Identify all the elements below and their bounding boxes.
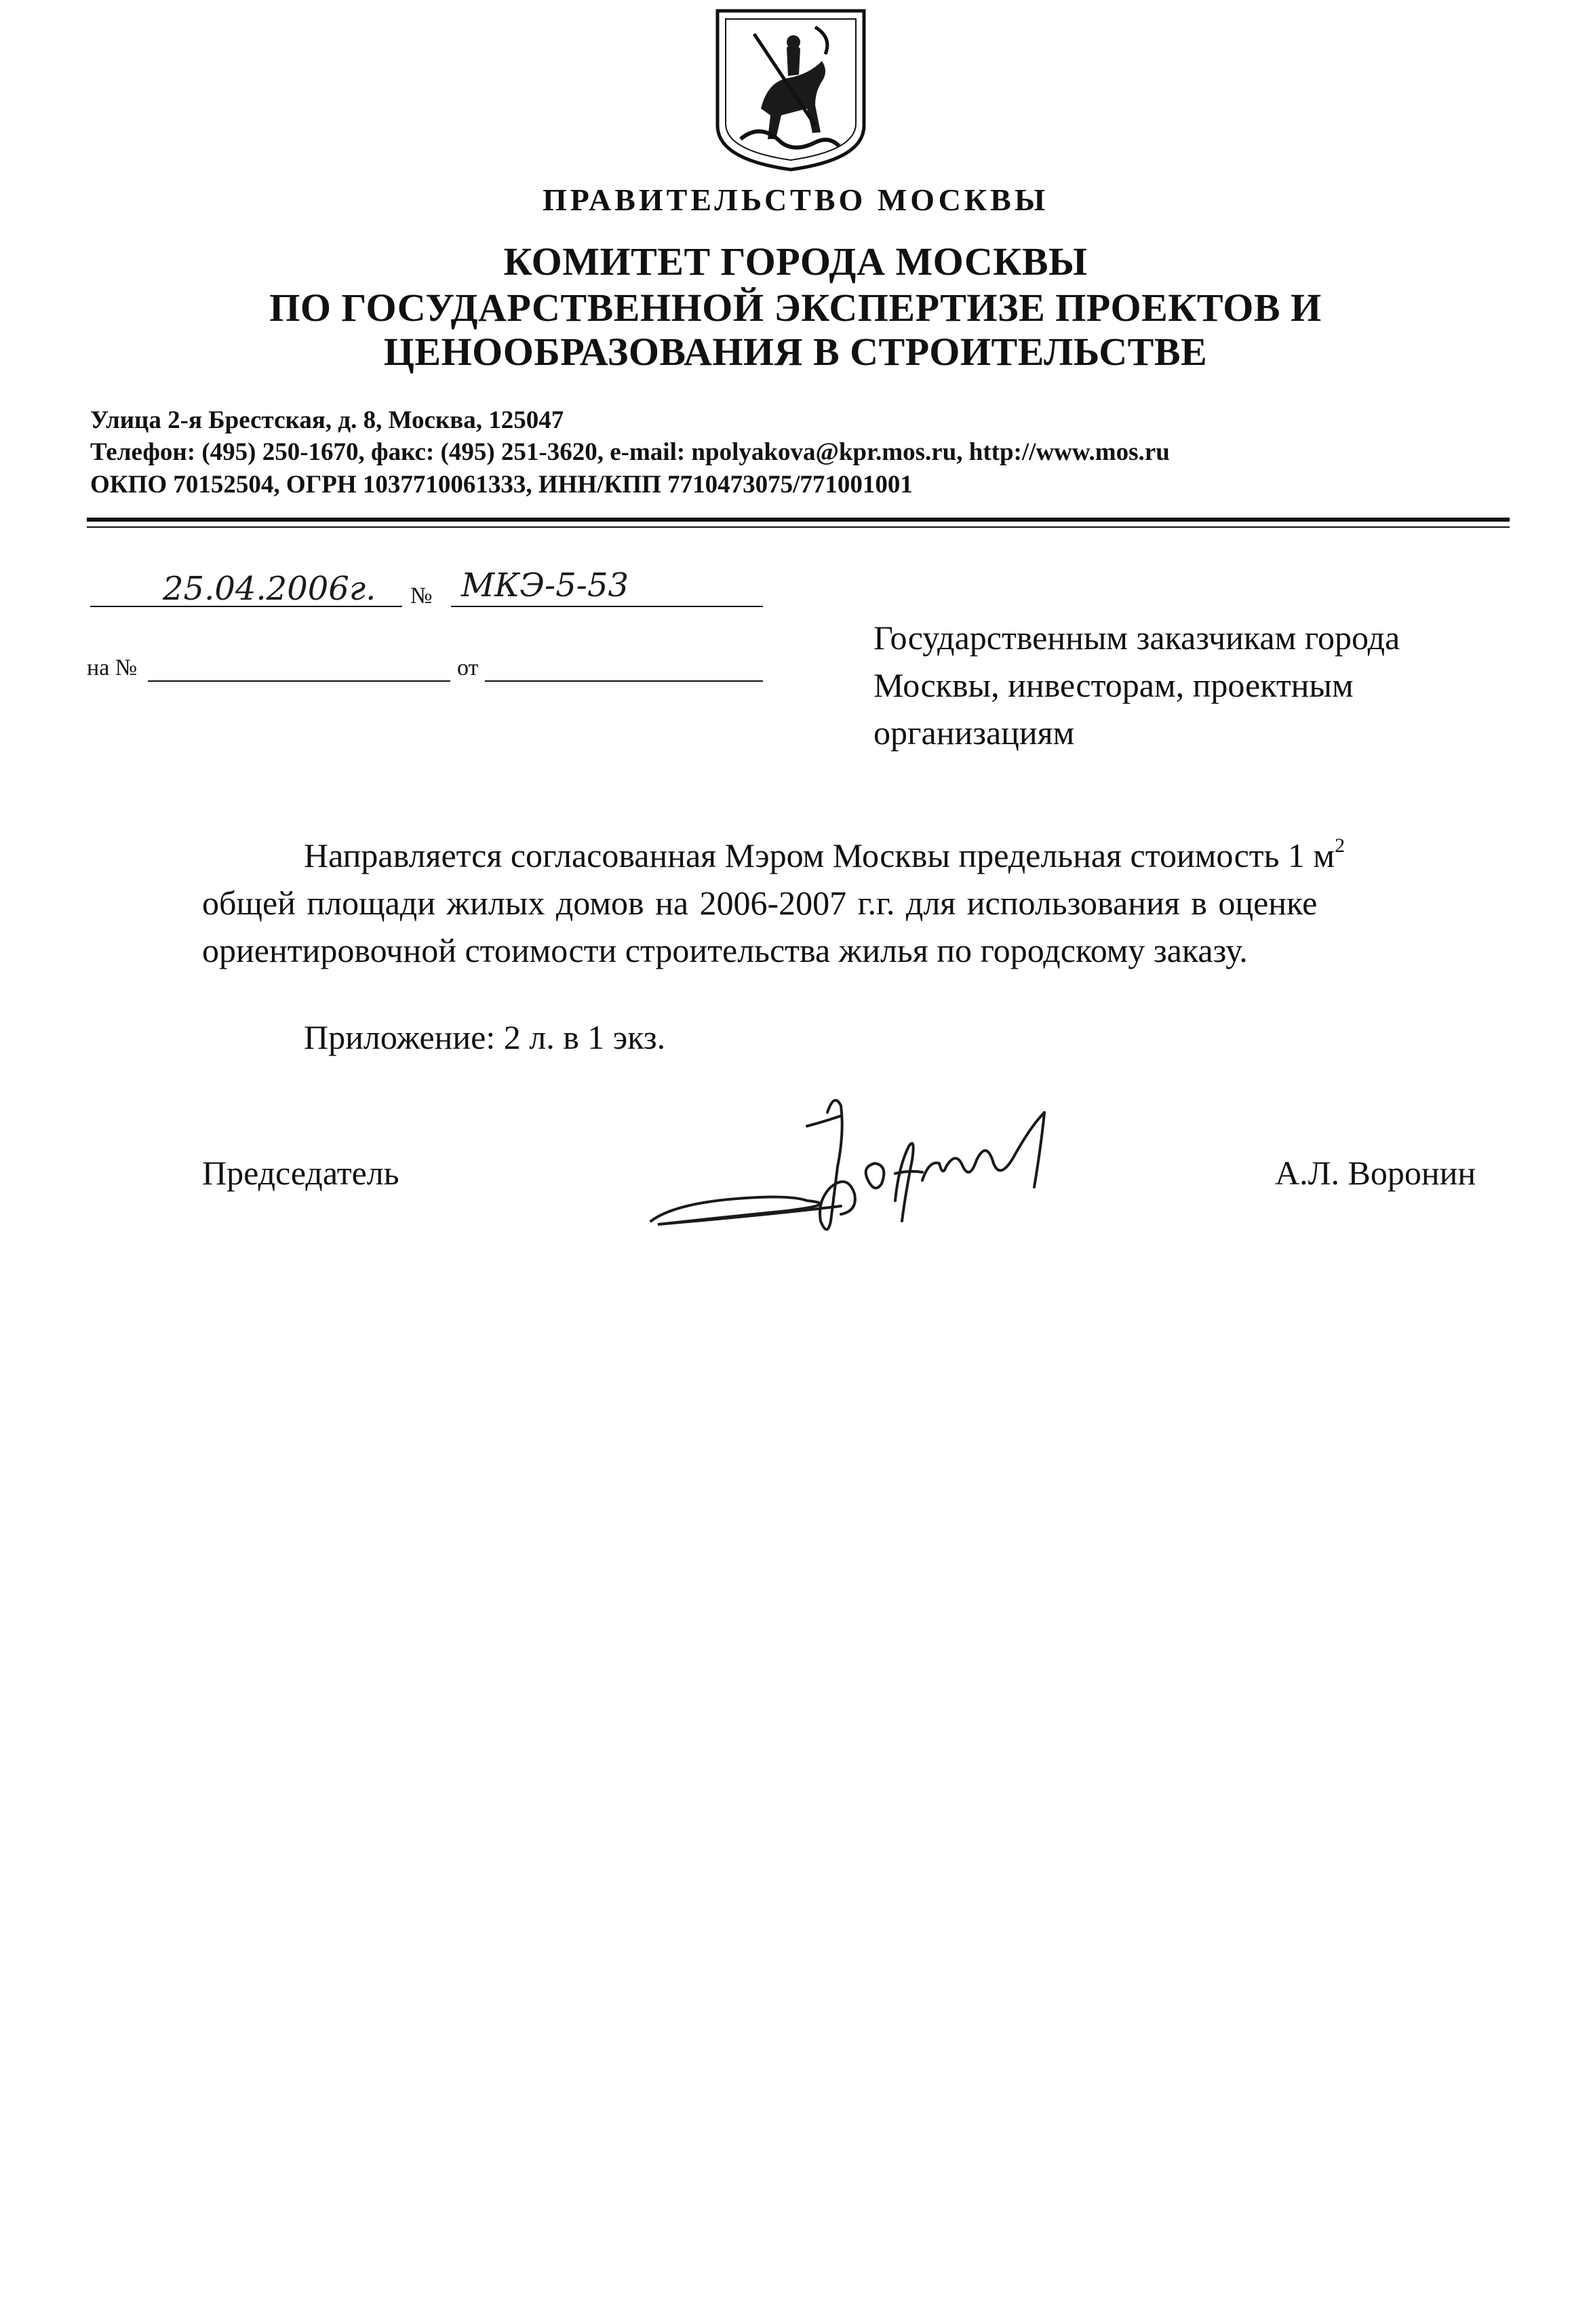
reply-date-underline [485, 680, 763, 682]
signer-name: А.Л. Воронин [1275, 1154, 1476, 1192]
superscript-two: 2 [1335, 834, 1346, 857]
outgoing-number: МКЭ-5-53 [461, 566, 629, 604]
phone-email-line: Телефон: (495) 250-1670, факс: (495) 251-3620, e-mail: npolyakova@kpr.mos.ru, http://www.mos.ru [90, 438, 1170, 466]
reply-number-label: на № [87, 655, 138, 680]
government-title: ПРАВИТЕЛЬСТВО МОСКВЫ [542, 182, 1049, 217]
header-divider-thick [87, 518, 1510, 522]
committee-title-line-1: КОМИТЕТ ГОРОДА МОСКВЫ [503, 239, 1088, 284]
number-underline [451, 606, 763, 607]
reply-date-label: от [457, 655, 479, 680]
reply-number-underline [148, 680, 450, 682]
signer-position: Председатель [202, 1154, 399, 1192]
coat-of-arms-emblem [713, 7, 868, 173]
body-line-3: ориентировочной стоимости строительства жилья по городскому заказу. [202, 931, 1248, 969]
outgoing-date: 25.04.2006г. [163, 570, 376, 608]
registration-codes-line: ОКПО 70152504, ОГРН 1037710061333, ИНН/КПП 7710473075/771001001 [90, 471, 913, 499]
committee-title-line-3: ЦЕНООБРАЗОВАНИЯ В СТРОИТЕЛЬСТВЕ [383, 330, 1208, 374]
committee-title-line-2: ПО ГОСУДАРСТВЕННОЙ ЭКСПЕРТИЗЕ ПРОЕКТОВ И [269, 286, 1322, 330]
handwritten-signature [637, 1085, 1139, 1248]
body-line-1: Направляется согласованная Мэром Москвы предельная стоимость 1 $м^2$ [304, 834, 1346, 874]
appendix-note: Приложение: 2 л. в 1 экз. [304, 1018, 666, 1056]
number-label: № [410, 583, 433, 608]
header-divider-thin [87, 526, 1510, 528]
address-line: Улица 2-я Брестская, д. 8, Москва, 125047 [90, 406, 564, 434]
body-line-2: общей площади жилых домов на 2006-2007 г.г. для использования в оценке [202, 884, 1318, 922]
addressee-block: Государственным заказчикам города Москвы, инвесторам, проектным организациям [873, 619, 1400, 752]
